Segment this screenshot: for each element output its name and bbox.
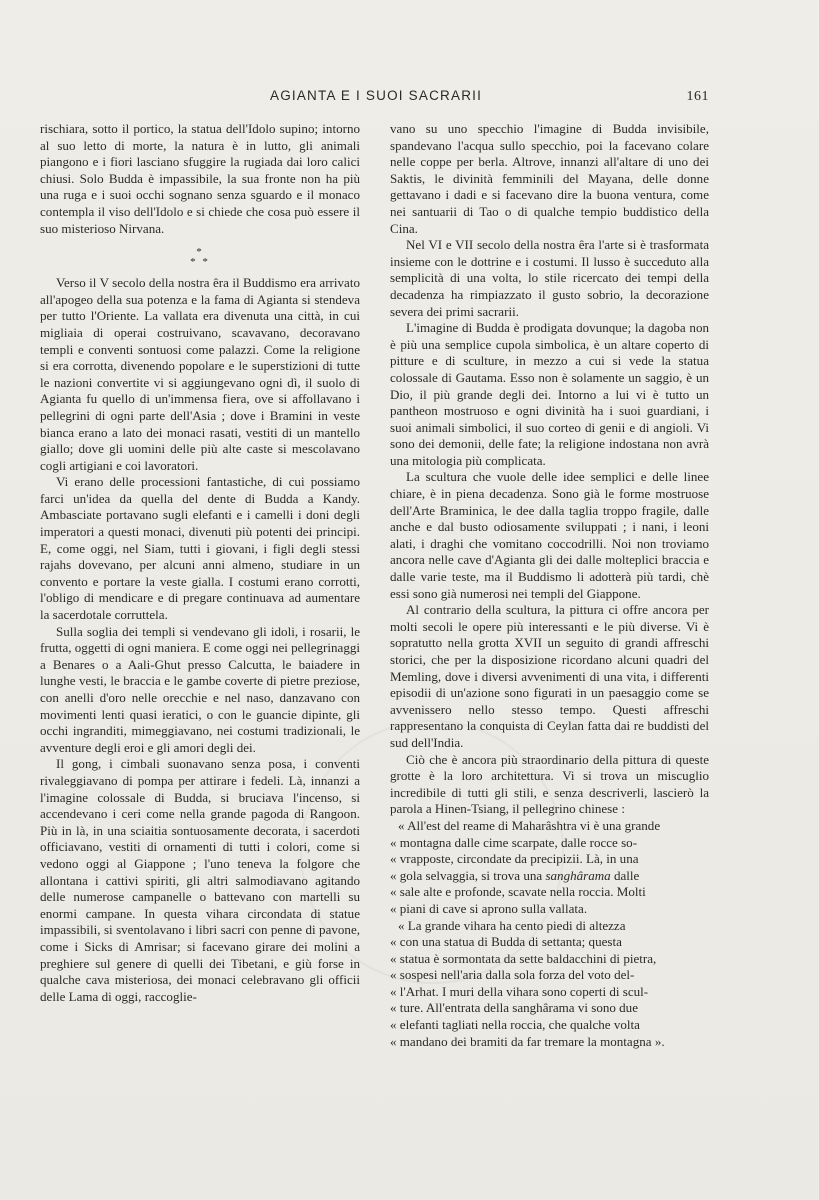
paragraph: Sulla soglia dei templi si vendevano gli idoli, i rosarii, le frutta, oggetti di ogni maniera. E come oggi nei pellegrinaggi a Benares o a Aali-Ghut presso Calcutta, le baiadere in lunghe vesti, le braccia e le gambe coverte di pietre preziose, con anelli d'oro nelle orecchie e nel naso, danzavano con movimenti lenti quasi ieratici, o con le guancie dipinte, gli occhi ingranditi, mimeggiavano, nei costumi tradizionali, le avventure degli eroi e gli amori degli dei.	[40, 623, 360, 755]
right-column	[390, 121, 709, 1050]
quote-line: dalle	[610, 867, 640, 883]
quote-line: « La grande vihara ha cento piedi di altezza	[398, 917, 626, 933]
paragraph: Ciò che è ancora più straordinario della pittura di queste grotte è la loro architettura. Vi si trova un miscuglio incredibile di tutti gli stili, e senza descriverli, lascierò la parola a Hinen-Tsiang, il pellegrino chinese :	[390, 751, 709, 817]
quote-line: « gola selvaggia, si trova una	[390, 867, 543, 883]
quote-line: « con una statua di Budda di settanta; questa	[390, 934, 622, 950]
left-column	[40, 121, 360, 1005]
quote-line: « piani di cave si aprono sulla vallata.	[390, 900, 588, 916]
quote-line: « vrapposte, circondate da precipizii. Là, in una	[390, 851, 639, 867]
quote-line: « sospesi nell'aria dalla sola forza del voto del-	[390, 967, 635, 983]
paragraph: L'imagine di Budda è prodigata dovunque; la dagoba non è più una semplice cupola simbolica, è un altare coperto di pitture e di sculture, in mezzo a cui si vede la statua colossale di Gautama. Esso non è solamente un saggio, è un Dio, il più grande degli dei. Intorno a lui vi è tutto un pantheon mostruoso e ogni divinità ha i suoi guardiani, i suoi animali simbolici, il suo corteo di genii e di angioli. Vi sono dei demonii, delle fate; la religione indostana non avrà una mitologia più complicata.	[390, 320, 709, 468]
quote-line: « l'Arhat. I muri della vihara sono coperti di scul-	[390, 983, 649, 999]
paragraph: Il gong, i cimbali suonavano senza posa, i conventi rivaleggiavano di pompa per attirare i fedeli. Là, innanzi a l'imagine colossale di Budda, si bruciava l'incenso, si accendevano i ceri come nella grande pagoda di Rangoon. Più in là, in una sciaitia sontuosamente decorata, i sacerdoti officiavano, vestiti di ornamenti di tutti i colori, come si vedono oggi al Giappone ; l'uno teneva la folgore che allontana i cattivi spiriti, gli altri salmodiavano agitando delle numerose campanelle o battevano con martelli su enormi campane. In questa vihara circondata di statue impassibili, si sventolavano i libri sacri con penne di pavone, come i Sicks di Amrisar; si facevano girare dei molini a preghiere sul genere di quelli dei Tibetani, e giù forse in qualche cava misteriosa, dei monaci celebravano gli officii delle Lama di oggi, raccoglie-	[40, 756, 360, 1004]
paragraph: Al contrario della scultura, la pittura ci offre ancora per molti secoli le opere più interessanti e le più diverse. Vi è sopratutto nella grotta XVII un seguito di grandi affreschi storici, che per la disposizione ricordano alcuni quadri del Memling, dove i diversi avvenimenti di una vita, i differenti episodii di un'azione sono figurati in un paesaggio come se avvenissero nello stesso tempo. Questi affreschi rappresentano la conquista di Ceylan fatta dai re buddisti del sud dell'India.	[390, 602, 709, 750]
quote-line: « sale alte e profonde, scavate nella roccia. Molti	[390, 884, 646, 900]
section-asterism: * * *	[190, 246, 210, 269]
paragraph: Nel VI e VII secolo della nostra êra l'arte si è trasformata insieme con le dottrine e i costumi. Il lusso è succeduto alla semplicità di una volta, lo stile ricercato dei tempi della decadenza ha rimpiazzato il gusto sobrio, la decorazione severa dei primi sacrarii.	[390, 237, 709, 319]
paragraph: vano su uno specchio l'imagine di Budda invisibile, spandevano l'acqua sullo specchio, poi la facevano colare nelle coppe per berla. Altrove, innanzi all'altare di uno dei Saktis, le divinità femminili del Mayana, delle donne gettavano i dadi e si facevano dire la buona ventura, come nei santuarii di Tao o di qualche tempio buddistico della Cina.	[390, 121, 709, 236]
paragraph: Verso il V secolo della nostra êra il Buddismo era arrivato all'apogeo della sua potenza e la fama di Agianta si stendeva per tutto l'Oriente. La vallata era divenuta una città, in cui migliaia di operai costruivano, scavavano, decoravano templi e conventi sontuosi come palazzi. Come la religione si era corrotta, divenendo popolare e le superstizioni di tutte le nazioni convertite vi si aggiungevano ogni dì, il suolo di Agianta fu quello di un'immensa fiera, ove si affollavano i pellegrini di ogni parte dell'Asia ; dove i Bramini in veste bianca erano a lato dei monaci rasati, vestiti di un mantello giallo; dove gli uomini delle più alte caste si mescolavano cogli artigiani e coi lavoratori.	[40, 275, 360, 473]
quote-line: « mandano dei bramiti da far tremare la montagna ».	[390, 1033, 665, 1049]
quotation-block-2	[390, 918, 709, 1051]
paragraph: La scultura che vuole delle idee semplici e delle linee chiare, è in piena decadenza. Sono già le forme mostruose dell'Arte Braminica, le dee dalla taglia troppo fragile, dalle anche e dal busto odiosamente sviluppati ; i nani, i leoni alati, i draghi che vomitano coccodrilli. Noi non troviamo ancora nelle cave d'Agianta gli dei dalle molteplici braccia e dalle varie teste, ma il Buddismo li adotterà più tardi, chè essi sono già numerosi nei templi del Giappone.	[390, 469, 709, 601]
quote-line-with-italic	[390, 868, 709, 885]
quote-line: « elefanti tagliati nella roccia, che qualche volta	[390, 1017, 640, 1033]
quote-line: « montagna dalle cime scarpate, dalle rocce so-	[390, 834, 638, 850]
quote-line: « statua è sormontata da sette baldacchini di pietra,	[390, 950, 657, 966]
running-title: AGIANTA E I SUOI SACRARII	[270, 88, 483, 103]
italic-term: sanghârama	[545, 867, 611, 883]
quote-line: « All'est del reame di Maharâshtra vi è una grande	[398, 817, 661, 833]
quote-line: « ture. All'entrata della sanghârama vi sono due	[390, 1000, 638, 1016]
page-number: 161	[686, 89, 709, 104]
quotation-block-1	[390, 818, 709, 918]
paragraph: rischiara, sotto il portico, la statua dell'Idolo supino; intorno al suo letto di morte, la natura è in lutto, gli animali piangono e i fiori lasciano sfuggire la rugiada dai loro calici chiusi. Solo Budda è impassibile, la sua fronte non ha più una ruga e i suoi occhi sognano senza sguardo e il monaco contempla il viso dell'Idolo e si chiede che cosa può essere il suo misterioso Nirvana.	[40, 121, 360, 236]
paragraph: Vi erano delle processioni fantastiche, di cui possiamo farci un'idea da quella del dente di Budda a Kandy. Ambasciate portavano sugli elefanti e i camelli i doni degli imperatori a questi monaci, divenuti più potenti dei principi. E, come oggi, nel Siam, tutti i giovani, i figli degli stessi rajahs dovevano, per alcuni anni almeno, studiare in un convento e portare la veste gialla. I costumi erano corrotti, l'obligo di mendicare e di pregare continuava ad aumentare la sacerdotale corruttela.	[40, 474, 360, 623]
running-header	[270, 88, 709, 105]
